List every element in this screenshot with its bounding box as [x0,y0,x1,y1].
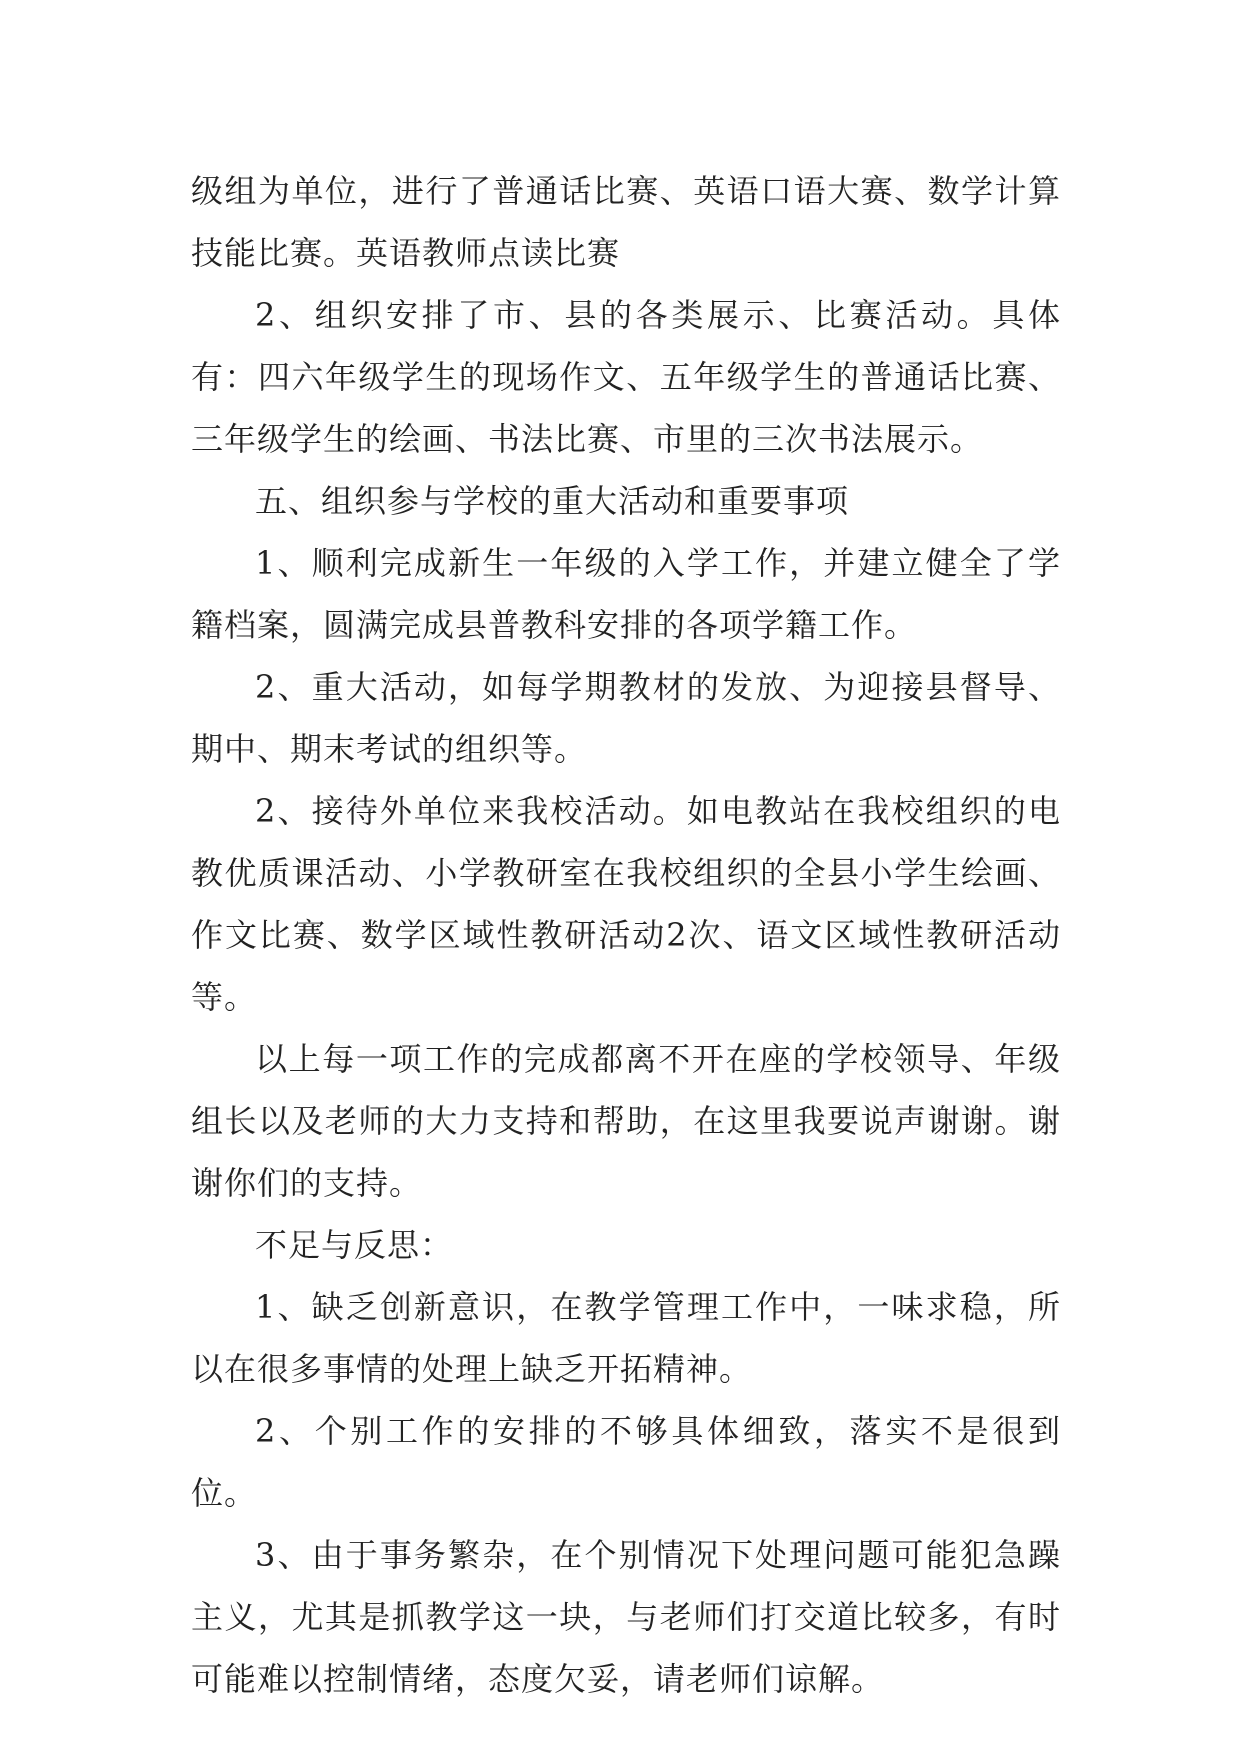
paragraph-continuation: 级组为单位，进行了普通话比赛、英语口语大赛、数学计算技能比赛。英语教师点读比赛 [191,172,1061,272]
document-body [191,160,1061,1710]
section-heading-reflection: 不足与反思： [255,1226,454,1264]
paragraph-item-2-reception: 2、接待外单位来我校活动。如电教站在我校组织的电教优质课活动、小学教研室在我校组织的全县小学生绘画、作文比赛、数学区域性教研活动2次、语文区域性教研活动等。 [191,792,1061,1016]
paragraph-reflection-2: 2、个别工作的安排的不够具体细致，落实不是很到位。 [191,1412,1061,1512]
paragraph-reflection-1: 1、缺乏创新意识，在教学管理工作中，一味求稳，所以在很多事情的处理上缺乏开拓精神。 [191,1288,1061,1388]
paragraph-item-2-competitions: 2、组织安排了市、县的各类展示、比赛活动。具体有：四六年级学生的现场作文、五年级学生的普通话比赛、三年级学生的绘画、书法比赛、市里的三次书法展示。 [191,296,1061,458]
section-heading-five: 五、组织参与学校的重大活动和重要事项 [255,482,850,520]
paragraph-item-1-enrollment: 1、顺利完成新生一年级的入学工作，并建立健全了学籍档案，圆满完成县普教科安排的各项学籍工作。 [191,544,1061,644]
paragraph-reflection-3: 3、由于事务繁杂，在个别情况下处理问题可能犯急躁主义，尤其是抓教学这一块，与老师们打交道比较多，有时可能难以控制情绪，态度欠妥，请老师们谅解。 [191,1536,1061,1698]
paragraph-item-2-major-activities: 2、重大活动，如每学期教材的发放、为迎接县督导、期中、期末考试的组织等。 [191,668,1061,768]
paragraph-acknowledgement: 以上每一项工作的完成都离不开在座的学校领导、年级组长以及老师的大力支持和帮助，在这里我要说声谢谢。谢谢你们的支持。 [191,1040,1061,1202]
